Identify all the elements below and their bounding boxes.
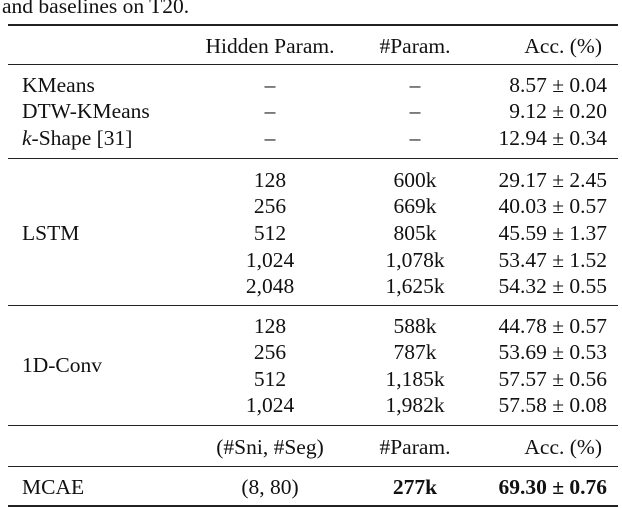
hidden-value: – xyxy=(264,99,276,123)
table-row xyxy=(0,366,622,392)
acc-value: 44.78 ± 0.57 xyxy=(498,314,607,338)
hidden-value: 1,024 xyxy=(245,393,295,417)
method-name-text: DTW-KMeans xyxy=(22,99,150,123)
table-row xyxy=(0,392,622,418)
acc-value: 53.69 ± 0.53 xyxy=(498,340,607,364)
acc-value: 12.94 ± 0.34 xyxy=(498,126,607,150)
params-value: 669k xyxy=(393,194,437,218)
params-value: 1,982k xyxy=(385,393,445,417)
table-row xyxy=(0,247,622,273)
acc-value: 9.12 ± 0.20 xyxy=(509,99,607,123)
header-params: #Param. xyxy=(379,435,451,459)
params-value: 1,625k xyxy=(385,274,445,298)
header-row-2 xyxy=(0,434,622,460)
hidden-value: 256 xyxy=(253,194,287,218)
params-value: 1,078k xyxy=(385,248,445,272)
hidden-value: 256 xyxy=(253,340,287,364)
method-name xyxy=(22,98,150,124)
hidden-value: 512 xyxy=(253,367,287,391)
params-value: – xyxy=(409,73,421,97)
params-value: – xyxy=(409,126,421,150)
params-value: 600k xyxy=(393,168,437,192)
header-hidden: Hidden Param. xyxy=(205,34,335,58)
hidden-value: 1,024 xyxy=(245,248,295,272)
method-name xyxy=(22,125,132,151)
header-sni-seg: (#Sni, #Seg) xyxy=(216,435,324,459)
hidden-value: 512 xyxy=(253,221,287,245)
table-row xyxy=(0,339,622,365)
method-name-text: KMeans xyxy=(22,73,95,97)
table-row xyxy=(0,167,622,193)
acc-value: 8.57 ± 0.04 xyxy=(509,73,607,97)
mcae-row xyxy=(0,474,622,500)
hidden-value: 128 xyxy=(253,168,287,192)
table-row xyxy=(0,72,622,98)
params-value: – xyxy=(409,99,421,123)
section-rule xyxy=(8,466,618,467)
header-params: #Param. xyxy=(379,34,451,58)
params-value: 277k xyxy=(392,475,438,499)
params-value: 787k xyxy=(393,340,437,364)
hidden-value: 2,048 xyxy=(245,274,295,298)
method-name: MCAE xyxy=(22,475,85,499)
table-row xyxy=(0,273,622,299)
table-row xyxy=(0,125,622,151)
hidden-value: – xyxy=(264,73,276,97)
acc-value: 29.17 ± 2.45 xyxy=(498,168,607,192)
acc-value: 69.30 ± 0.76 xyxy=(498,475,607,499)
bottom-rule xyxy=(8,505,618,507)
header-acc: Acc. (%) xyxy=(524,34,602,58)
method-name-italic: k xyxy=(22,126,32,150)
section-rule xyxy=(8,425,618,426)
acc-value: 57.58 ± 0.08 xyxy=(498,393,607,417)
header-row xyxy=(0,33,622,59)
acc-value: 57.57 ± 0.56 xyxy=(498,367,607,391)
header-acc: Acc. (%) xyxy=(524,435,602,459)
params-value: 588k xyxy=(393,314,437,338)
top-rule xyxy=(8,24,618,26)
table-row xyxy=(0,313,622,339)
sni-seg-value: (8, 80) xyxy=(241,475,299,499)
table-row xyxy=(0,98,622,124)
conv-label: 1D-Conv xyxy=(22,353,103,377)
params-value: 1,185k xyxy=(385,367,445,391)
table-row xyxy=(0,220,622,246)
method-name-text: -Shape [31] xyxy=(31,126,133,150)
hidden-value: – xyxy=(264,126,276,150)
section-rule xyxy=(8,305,618,306)
acc-value: 54.32 ± 0.55 xyxy=(498,274,607,298)
table-row xyxy=(0,193,622,219)
header-rule xyxy=(8,64,618,65)
acc-value: 45.59 ± 1.37 xyxy=(498,221,607,245)
lstm-label: LSTM xyxy=(22,221,80,245)
acc-value: 40.03 ± 0.57 xyxy=(498,194,607,218)
method-name xyxy=(22,72,95,98)
params-value: 805k xyxy=(393,221,437,245)
section-rule xyxy=(8,158,618,159)
acc-value: 53.47 ± 1.52 xyxy=(498,248,607,272)
table-caption: and baselines on T20. xyxy=(2,0,190,18)
hidden-value: 128 xyxy=(253,314,287,338)
